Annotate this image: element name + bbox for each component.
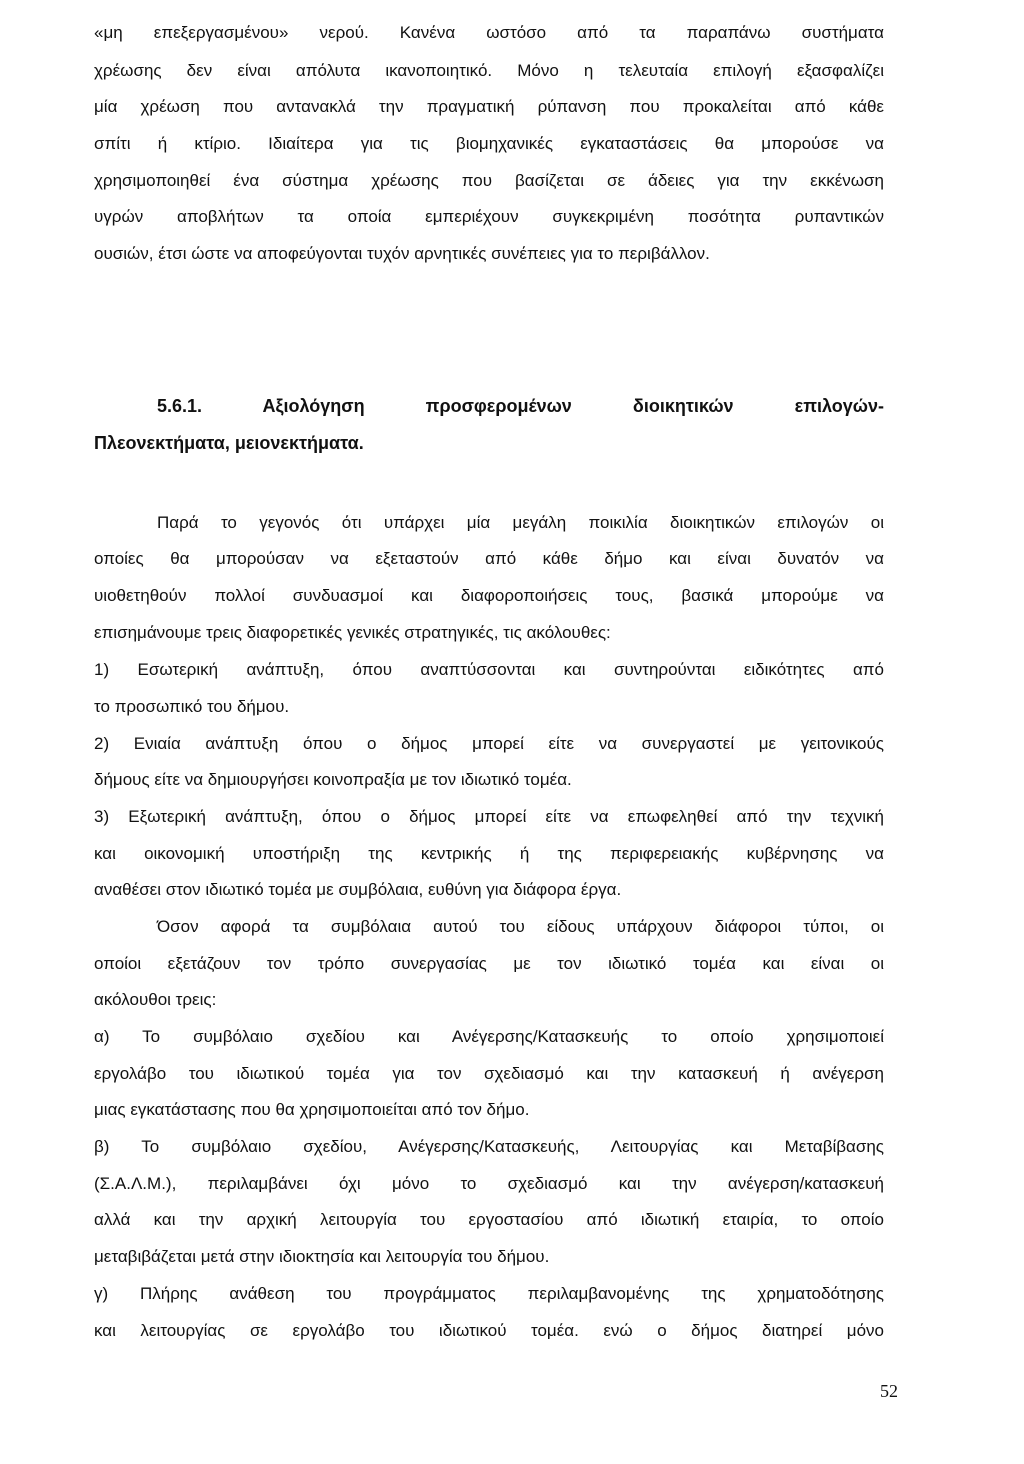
paragraph-line: «μη επεξεργασμένου» νερού. Κανένα ωστόσο από τα παραπάνω συστήματα [94, 23, 884, 42]
paragraph-line: υγρών αποβλήτων τα οποία εμπεριέχουν συγκεκριμένη ποσότητα ρυπαντικών [94, 207, 884, 226]
paragraph-line: οποίοι εξετάζουν τον τρόπο συνεργασίας με τον ιδιωτικό τομέα και είναι οι [94, 954, 884, 973]
list-item: α) Το συμβόλαιο σχεδίου και Ανέγερσης/Κατασκευής το οποίο χρησιμοποιεί [94, 1027, 884, 1046]
list-item: δήμους είτε να δημιουργήσει κοινοπραξία με τον ιδιωτικό τομέα. [94, 770, 572, 789]
paragraph-line: οποίες θα μπορούσαν να εξεταστούν από κάθε δήμο και είναι δυνατόν να [94, 549, 884, 568]
paragraph-line: επισημάνουμε τρεις διαφορετικές γενικές στρατηγικές, τις ακόλουθες: [94, 623, 611, 642]
list-item: μιας εγκατάστασης που θα χρησιμοποιείται από τον δήμο. [94, 1100, 530, 1119]
list-item: το προσωπικό του δήμου. [94, 697, 290, 716]
list-item: μεταβιβάζεται μετά στην ιδιοκτησία και λειτουργία του δήμου. [94, 1247, 550, 1266]
list-item: 1) Εσωτερική ανάπτυξη, όπου αναπτύσσονται και συντηρούνται ειδικότητες από [94, 660, 884, 679]
page-number: 52 [880, 1381, 898, 1401]
section-heading: 5.6.1. Αξιολόγηση προσφερομένων διοικητικών επιλογών- [157, 396, 884, 416]
list-item: αλλά και την αρχική λειτουργία του εργοστασίου από ιδιωτική εταιρία, το οποίο [94, 1210, 884, 1229]
list-item: (Σ.Α.Λ.Μ.), περιλαμβάνει όχι μόνο το σχεδιασμό και την ανέγερση/κατασκευή [94, 1174, 884, 1193]
list-item: εργολάβο του ιδιωτικού τομέα για τον σχεδιασμό και την κατασκευή ή ανέγερση [94, 1064, 884, 1083]
section-heading: Πλεονεκτήματα, μειονεκτήματα. [94, 433, 364, 453]
list-item: γ) Πλήρης ανάθεση του προγράμματος περιλαμβανομένης της χρηματοδότησης [94, 1284, 884, 1303]
list-item: 3) Εξωτερική ανάπτυξη, όπου ο δήμος μπορεί είτε να επωφεληθεί από την τεχνική [94, 807, 884, 826]
list-item: και λειτουργίας σε εργολάβο του ιδιωτικού τομέα. ενώ ο δήμος διατηρεί μόνο [94, 1321, 884, 1340]
list-item: αναθέσει στον ιδιωτικό τομέα με συμβόλαια, ευθύνη για διάφορα έργα. [94, 880, 622, 899]
paragraph-line: μία χρέωση που αντανακλά την πραγματική ρύπανση που προκαλείται από κάθε [94, 97, 884, 116]
list-item: και οικονομική υποστήριξη της κεντρικής ή της περιφερειακής κυβέρνησης να [94, 844, 884, 863]
paragraph-line: Παρά το γεγονός ότι υπάρχει μία μεγάλη ποικιλία διοικητικών επιλογών οι [157, 513, 884, 532]
list-item: 2) Ενιαία ανάπτυξη όπου ο δήμος μπορεί είτε να συνεργαστεί με γειτονικούς [94, 734, 884, 753]
paragraph-line: ακόλουθοι τρεις: [94, 990, 217, 1009]
paragraph-line: χρησιμοποιηθεί ένα σύστημα χρέωσης που βασίζεται σε άδειες για την εκκένωση [94, 171, 884, 190]
paragraph-line: χρέωσης δεν είναι απόλυτα ικανοποιητικό. Μόνο η τελευταία επιλογή εξασφαλίζει [94, 61, 884, 80]
paragraph-line: σπίτι ή κτίριο. Ιδιαίτερα για τις βιομηχανικές εγκαταστάσεις θα μπορούσε να [94, 134, 884, 153]
paragraph-line: υιοθετηθούν πολλοί συνδυασμοί και διαφοροποιήσεις τους, βασικά μπορούμε να [94, 586, 884, 605]
paragraph-line: Όσον αφορά τα συμβόλαια αυτού του είδους υπάρχουν διάφοροι τύποι, οι [157, 917, 884, 936]
paragraph-line: ουσιών, έτσι ώστε να αποφεύγονται τυχόν αρνητικές συνέπειες για το περιβάλλον. [94, 244, 710, 263]
list-item: β) Το συμβόλαιο σχεδίου, Ανέγερσης/Κατασκευής, Λειτουργίας και Μεταβίβασης [94, 1137, 884, 1156]
